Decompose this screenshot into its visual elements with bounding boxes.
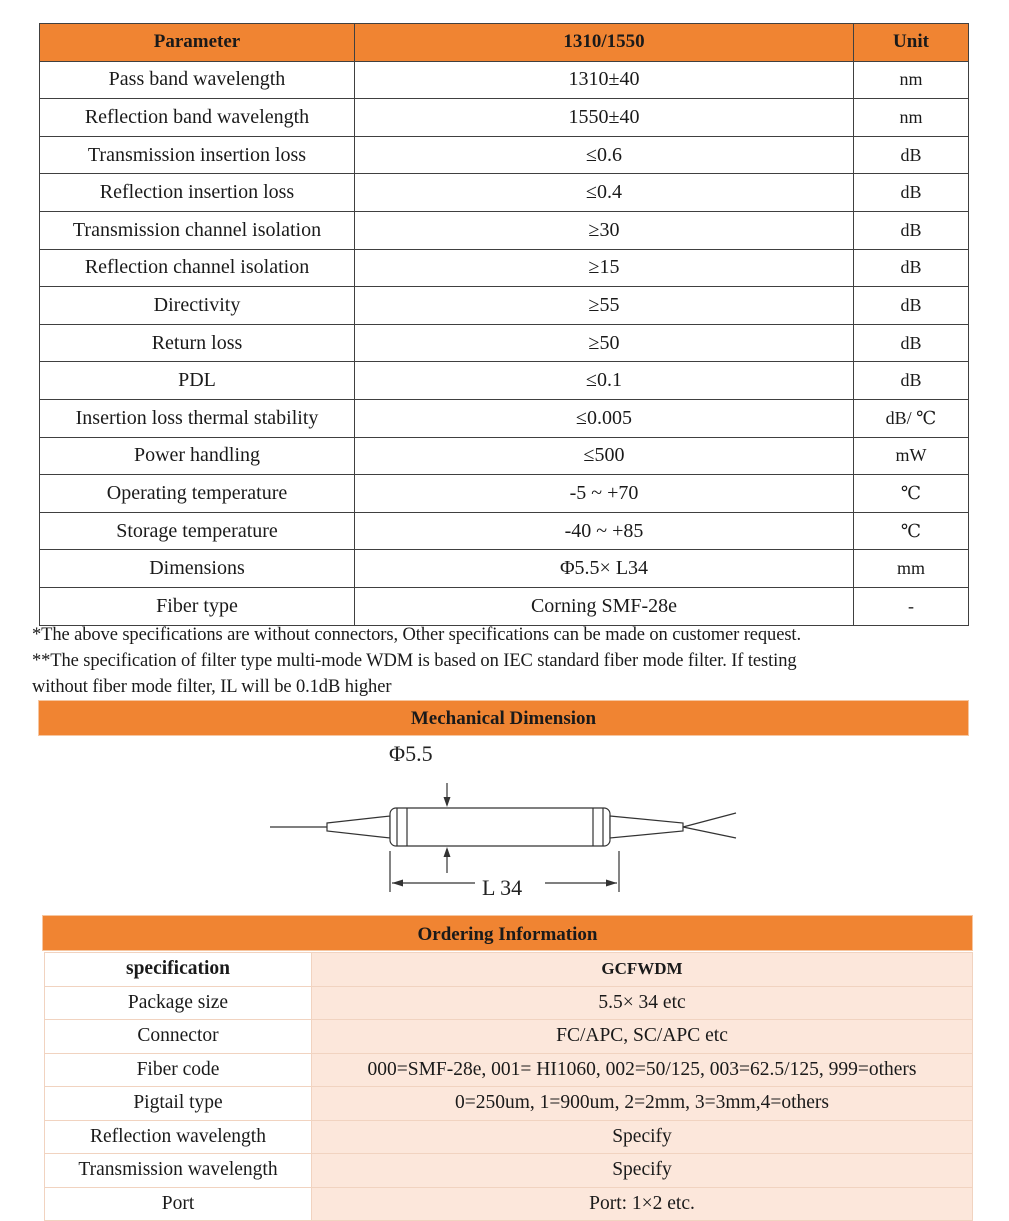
mechanical-drawing xyxy=(260,735,760,905)
spec-parameter-cell: Return loss xyxy=(40,324,355,362)
ordering-value-cell: 5.5× 34 etc xyxy=(312,986,973,1020)
spec-value-cell: -40 ~ +85 xyxy=(355,512,854,550)
spec-value-cell: ≤0.005 xyxy=(355,399,854,437)
spec-unit-cell: - xyxy=(854,587,969,625)
spec-unit-cell: dB xyxy=(854,211,969,249)
spec-table xyxy=(39,23,969,626)
spec-row xyxy=(40,61,969,99)
ordering-information-title: Ordering Information xyxy=(42,915,973,951)
ordering-header-row xyxy=(45,953,973,987)
ordering-label-cell: Package size xyxy=(45,986,312,1020)
ordering-label-cell: Reflection wavelength xyxy=(45,1120,312,1154)
spec-parameter-cell: Reflection channel isolation xyxy=(40,249,355,287)
spec-parameter-cell: Dimensions xyxy=(40,550,355,588)
ordering-value-cell: 000=SMF-28e, 001= HI1060, 002=50/125, 003=62.5/125, 999=others xyxy=(312,1053,973,1087)
spec-unit-cell: dB xyxy=(854,362,969,400)
ordering-row xyxy=(45,1020,973,1054)
spec-row xyxy=(40,550,969,588)
spec-row xyxy=(40,211,969,249)
spec-row xyxy=(40,99,969,137)
spec-row xyxy=(40,136,969,174)
spec-value-cell: ≤0.4 xyxy=(355,174,854,212)
spec-value-cell: Corning SMF-28e xyxy=(355,587,854,625)
diameter-arrowhead-bottom xyxy=(444,847,451,857)
ordering-label-cell: Pigtail type xyxy=(45,1087,312,1121)
spec-row xyxy=(40,512,969,550)
spec-row xyxy=(40,287,969,325)
spec-unit-cell: dB xyxy=(854,249,969,287)
spec-parameter-cell: Reflection insertion loss xyxy=(40,174,355,212)
spec-unit-cell: mW xyxy=(854,437,969,475)
ordering-row xyxy=(45,1154,973,1188)
diameter-arrowhead-top xyxy=(444,797,451,807)
spec-parameter-cell: Directivity xyxy=(40,287,355,325)
spec-value-cell: 1310±40 xyxy=(355,61,854,99)
spec-row xyxy=(40,475,969,513)
spec-unit-cell: dB xyxy=(854,324,969,362)
ordering-label-cell: specification xyxy=(45,953,312,987)
spec-parameter-cell: PDL xyxy=(40,362,355,400)
spec-value-cell: Φ5.5× L34 xyxy=(355,550,854,588)
spec-parameter-cell: Fiber type xyxy=(40,587,355,625)
ordering-label-cell: Fiber code xyxy=(45,1053,312,1087)
ordering-value-cell: FC/APC, SC/APC etc xyxy=(312,1020,973,1054)
ordering-value-cell: Port: 1×2 etc. xyxy=(312,1187,973,1221)
spec-unit-cell: dB/ ℃ xyxy=(854,399,969,437)
spec-unit-cell: nm xyxy=(854,61,969,99)
spec-unit-cell: ℃ xyxy=(854,512,969,550)
spec-parameter-cell: Pass band wavelength xyxy=(40,61,355,99)
ordering-label-cell: Transmission wavelength xyxy=(45,1154,312,1188)
spec-value-cell: ≥55 xyxy=(355,287,854,325)
length-arrowhead-right xyxy=(606,880,617,887)
spec-unit-cell: dB xyxy=(854,174,969,212)
right-fiber-upper xyxy=(683,813,736,827)
spec-row xyxy=(40,324,969,362)
note-line-2: **The specification of filter type multi-mode WDM is based on IEC standard fiber mode filter. If testing xyxy=(32,651,797,671)
spec-row xyxy=(40,399,969,437)
right-boot xyxy=(610,816,683,838)
header-unit: Unit xyxy=(854,24,969,62)
spec-unit-cell: nm xyxy=(854,99,969,137)
spec-parameter-cell: Transmission insertion loss xyxy=(40,136,355,174)
spec-row xyxy=(40,437,969,475)
diameter-label: Φ5.5 xyxy=(389,741,433,766)
header-parameter: Parameter xyxy=(40,24,355,62)
spec-parameter-cell: Power handling xyxy=(40,437,355,475)
note-line-1: *The above specifications are without connectors, Other specifications can be made on customer request. xyxy=(32,625,801,645)
spec-parameter-cell: Reflection band wavelength xyxy=(40,99,355,137)
ordering-value-cell: Specify xyxy=(312,1120,973,1154)
spec-value-cell: 1550±40 xyxy=(355,99,854,137)
ordering-label-cell: Connector xyxy=(45,1020,312,1054)
note-line-3: without fiber mode filter, IL will be 0.1dB higher xyxy=(32,677,392,697)
spec-value-cell: ≥50 xyxy=(355,324,854,362)
spec-parameter-cell: Operating temperature xyxy=(40,475,355,513)
ordering-value-cell: Specify xyxy=(312,1154,973,1188)
left-boot xyxy=(327,816,390,838)
cylinder-body xyxy=(390,808,610,846)
spec-unit-cell: dB xyxy=(854,136,969,174)
spec-unit-cell: ℃ xyxy=(854,475,969,513)
spec-row xyxy=(40,174,969,212)
spec-value-cell: ≤0.6 xyxy=(355,136,854,174)
spec-value-cell: ≤0.1 xyxy=(355,362,854,400)
ordering-row xyxy=(45,1187,973,1221)
spec-parameter-cell: Storage temperature xyxy=(40,512,355,550)
mechanical-dimension-title: Mechanical Dimension xyxy=(38,700,969,736)
spec-parameter-cell: Insertion loss thermal stability xyxy=(40,399,355,437)
spec-row xyxy=(40,362,969,400)
spec-value-cell: ≥30 xyxy=(355,211,854,249)
spec-unit-cell: mm xyxy=(854,550,969,588)
ordering-value-cell: 0=250um, 1=900um, 2=2mm, 3=3mm,4=others xyxy=(312,1087,973,1121)
ordering-row xyxy=(45,1120,973,1154)
spec-value-cell: ≤500 xyxy=(355,437,854,475)
spec-row xyxy=(40,249,969,287)
length-arrowhead-left xyxy=(392,880,403,887)
ordering-row xyxy=(45,1087,973,1121)
spec-unit-cell: dB xyxy=(854,287,969,325)
spec-value-cell: -5 ~ +70 xyxy=(355,475,854,513)
ordering-table xyxy=(44,952,973,1221)
ordering-label-cell: Port xyxy=(45,1187,312,1221)
spec-value-cell: ≥15 xyxy=(355,249,854,287)
ordering-value-cell: GCFWDM xyxy=(312,953,973,987)
spec-row xyxy=(40,587,969,625)
length-label: L 34 xyxy=(482,875,523,900)
header-1310-1550: 1310/1550 xyxy=(355,24,854,62)
ordering-row xyxy=(45,986,973,1020)
spec-parameter-cell: Transmission channel isolation xyxy=(40,211,355,249)
spec-header-row xyxy=(40,24,969,62)
ordering-row xyxy=(45,1053,973,1087)
right-fiber-lower xyxy=(683,827,736,838)
